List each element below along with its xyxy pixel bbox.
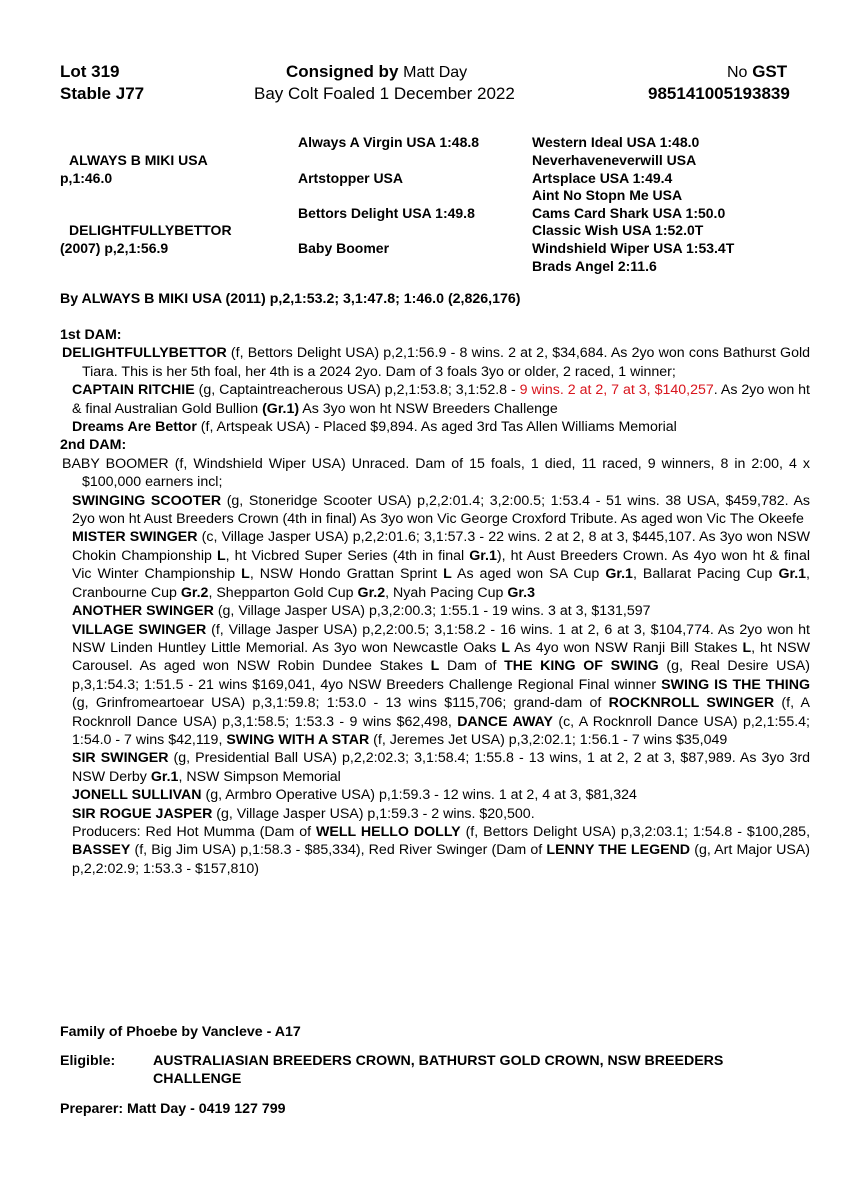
eligibility <box>60 1052 810 1088</box>
sire-summary: By ALWAYS B MIKI USA (2011) p,2,1:53.2; 3,1:47.8; 1:46.0 (2,826,176) <box>60 291 521 307</box>
first-dam-entry <box>60 344 810 381</box>
sire-name: ALWAYS B MIKI USA <box>69 152 208 168</box>
progeny-name: CAPTAIN RITCHIE <box>72 382 195 399</box>
family-entry: SIR ROGUE JASPER (g, Village Jasper USA) p,1:59.3 - 2 wins. $20,500. <box>72 805 535 822</box>
family-line: Family of Phoebe by Vancleve - A17 <box>60 1024 301 1040</box>
microchip-number: 985141005193839 <box>648 84 790 103</box>
ancestor-6: Classic Wish USA 1:52.0T <box>532 222 704 238</box>
sire-dam: Artstopper USA <box>298 170 404 186</box>
ancestor-8: Brads Angel 2:11.6 <box>532 258 657 274</box>
foal-description: Bay Colt Foaled 1 December 2022 <box>254 84 515 103</box>
dam-sire: Bettors Delight USA 1:49.8 <box>298 205 475 221</box>
family-entry: ANOTHER SWINGER (g, Village Jasper USA) p,3,2:00.3; 1:55.1 - 19 wins. 3 at 3, $131,597 <box>72 603 651 620</box>
progeny-wins-highlight: 9 wins. 2 at 2, 7 at 3, $140,257 <box>519 382 714 399</box>
ancestor-7: Windshield Wiper USA 1:53.4T <box>532 240 735 256</box>
gst-label: GST <box>752 62 788 81</box>
first-dam-name: DELIGHTFULLYBETTOR <box>62 345 227 362</box>
family-entry: JONELL SULLIVAN (g, Armbro Operative USA) p,1:59.3 - 12 wins. 1 at 2, 4 at 3, $81,324 <box>72 787 637 804</box>
second-dam-entry: BABY BOOMER (f, Windshield Wiper USA) Unraced. Dam of 15 foals, 1 died, 11 raced, 9 winners, 8 in 2:00, 4 x $100,000 earners incl; <box>62 455 810 491</box>
progeny-entry: CAPTAIN RITCHIE (g, Captaintreacherous USA) p,2,1:53.8; 3,1:52.8 - 9 wins. 2 at 2, 7 at 3, $140,257. As 2yo won ht & final Australian Gold Bullion (Gr.1) As 3yo won ht NSW Breeders Challenge <box>72 382 810 417</box>
stable-number: Stable J77 <box>60 84 145 103</box>
eligible-races: AUSTRALIASIAN BREEDERS CROWN, BATHURST GOLD CROWN, NSW BREEDERS CHALLENGE <box>153 1053 724 1087</box>
progeny-entry: Dreams Are Bettor (f, Artspeak USA) - Placed $9,894. As aged 3rd Tas Allen Williams Memorial <box>72 419 677 436</box>
family-entry: SIR SWINGER (g, Presidential Ball USA) p,2,2:02.3; 3,1:58.4; 1:55.8 - 13 wins, 1 at 2, 2 at 3, $87,989. As 3yo 3rd NSW Derby Gr.1, NSW Simpson Memorial <box>72 750 810 785</box>
consigned-by <box>286 62 467 82</box>
first-dam-heading: 1st DAM: <box>60 327 122 343</box>
ancestor-3: Artsplace USA 1:49.4 <box>532 170 673 186</box>
family-entry: MISTER SWINGER (c, Village Jasper USA) p,2,2:01.6; 3,1:57.3 - 22 wins. 2 at 2, 8 at 3, $445,107. As 3yo won NSW Chokin Championship L, ht Vicbred Super Series (4th in final Gr.1), ht Aust Breeders Crown. As 4yo won ht & final Vic Winter Championship L, NSW Hondo Grattan Sprint L As aged won SA Cup Gr.1, Ballarat Pacing Cup Gr.1, Cranbourne Cup Gr.2, Shepparton Gold Cup Gr.2, Nyah Pacing Cup Gr.3 <box>72 529 810 601</box>
ancestor-5: Cams Card Shark USA 1:50.0 <box>532 205 726 221</box>
dam-name: DELIGHTFULLYBETTOR <box>69 222 232 238</box>
dam-record: (2007) p,2,1:56.9 <box>60 240 169 256</box>
second-dam-heading: 2nd DAM: <box>60 437 127 454</box>
preparer-line: Preparer: Matt Day - 0419 127 799 <box>60 1101 286 1117</box>
ancestor-4: Aint No Stopn Me USA <box>532 187 683 203</box>
family-entry: VILLAGE SWINGER (f, Village Jasper USA) p,2,2:00.5; 3,1:58.2 - 16 wins. 1 at 2, 6 at 3, $104,774. As 2yo won ht NSW Linden Huntley Little Memorial. As 3yo won Newcastle Oaks L As 4yo won NSW Ranji Bill Stakes L, ht NSW Carousel. As aged won NSW Robin Dundee Stakes L Dam of THE KING OF SWING (g, Real Desire USA) p,3,1:54.3; 1:51.5 - 21 wins $169,041, 4yo NSW Breeders Challenge Regional Final winner SWING IS THE THING (g, Grinfromeartoear USA) p,3,1:59.8; 1:53.0 - 13 wins $115,706; grand-dam of ROCKNROLL SWINGER (f, A Rocknroll Dance USA) p,3,1:58.5; 1:53.3 - 9 wins $62,498, DANCE AWAY (c, A Rocknroll Dance USA) p,2,1:55.4; 1:54.0 - 7 wins $42,119, SWING WITH A STAR (f, Jeremes Jet USA) p,3,2:02.1; 1:56.1 - 7 wins $35,049 <box>72 621 810 748</box>
lot-number: Lot 319 <box>60 62 120 81</box>
first-dam-section <box>60 326 810 878</box>
ancestor-2: Neverhaveneverwill USA <box>532 152 697 168</box>
sire-sire: Always A Virgin USA 1:48.8 <box>298 134 480 150</box>
first-dam-details: (f, Bettors Delight USA) p,2,1:56.9 - 8 wins. 2 at 2, $34,684. As 2yo won cons Bathurst Gold Tiara. This is her 5th foal, her 4th is a 2024 2yo. Dam of 3 foals 3yo or older, 2 raced, 1 winner; <box>82 345 810 380</box>
producers-entry: Producers: Red Hot Mumma (Dam of WELL HELLO DOLLY (f, Bettors Delight USA) p,3,2:03.1; 1:54.8 - $100,285, BASSEY (f, Big Jim USA) p,1:58.3 - $85,334), Red River Swinger (Dam of LENNY THE LEGEND (g, Art Major USA) p,2,2:02.9; 1:53.3 - $157,810) <box>72 823 811 877</box>
consigned-label: Consigned by <box>286 62 399 81</box>
progeny-name: Dreams Are Bettor <box>72 419 197 436</box>
dam-dam: Baby Boomer <box>298 240 390 256</box>
family-entry: SWINGING SCOOTER (g, Stoneridge Scooter USA) p,2,2:01.4; 3,2:00.5; 1:53.4 - 51 wins. 38 USA, $459,782. As 2yo won ht Aust Breeders Crown (4th in final) As 3yo won Vic George Croxford Tribute. As aged won Vic The Okeefe <box>72 492 810 528</box>
gst-no: No <box>727 64 748 81</box>
consignor-name: Matt Day <box>403 64 468 81</box>
ancestor-1: Western Ideal USA 1:48.0 <box>532 134 700 150</box>
eligible-label: Eligible: <box>60 1053 116 1069</box>
sire-record: p,1:46.0 <box>60 170 113 186</box>
gst-status <box>727 62 787 82</box>
